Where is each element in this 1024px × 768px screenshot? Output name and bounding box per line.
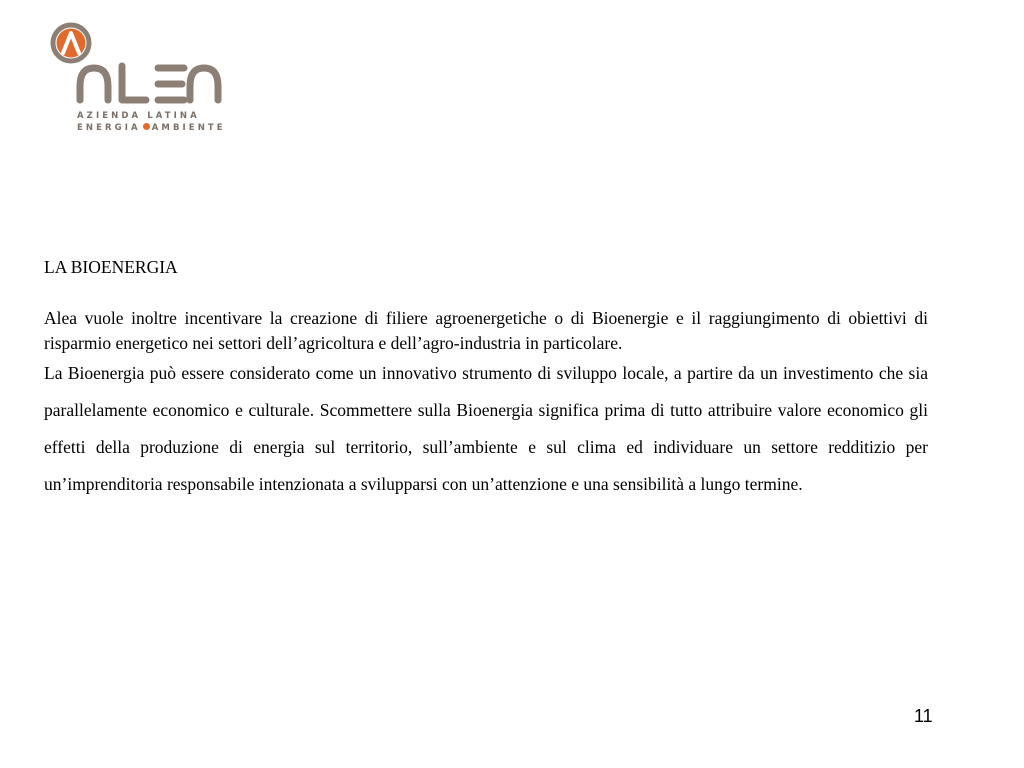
orange-dot-icon xyxy=(143,123,150,130)
paragraph-2: La Bioenergia può essere considerato come un innovativo strumento di sviluppo locale, a partire da un investimento che sia parallelamente economico e culturale. Scommettere sulla Bioenergia significa prima di tutto attribuire valore economico gli effetti della produzione di energia sul territorio, sull’ambiente e sul clima ed individuare un settore redditizio per un’imprenditoria responsabile intenzionata a svilupparsi con un’attenzione e una sensibilità a lungo termine. xyxy=(44,363,928,494)
paragraph-1: Alea vuole inoltre incentivare la creazione di filiere agroenergetiche o di Bioenergie e il raggiungimento di obiettivi di risparmio energetico nei settori dell’agricoltura e dell’agro-industria in particolare. xyxy=(44,308,928,353)
logo-tagline-ambiente: AMBIENTE xyxy=(151,123,226,133)
alea-logo-icon xyxy=(50,22,92,64)
alea-logo xyxy=(50,22,225,134)
slide-heading: LA BIOENERGIA xyxy=(44,257,178,277)
logo-tagline-line1: AZIENDA LATINA xyxy=(77,111,200,121)
logo-tagline-line2 xyxy=(77,123,227,133)
page-number: 11 xyxy=(914,706,933,726)
slide-content xyxy=(44,256,928,503)
logo-tagline-energia: ENERGIA xyxy=(77,123,141,133)
